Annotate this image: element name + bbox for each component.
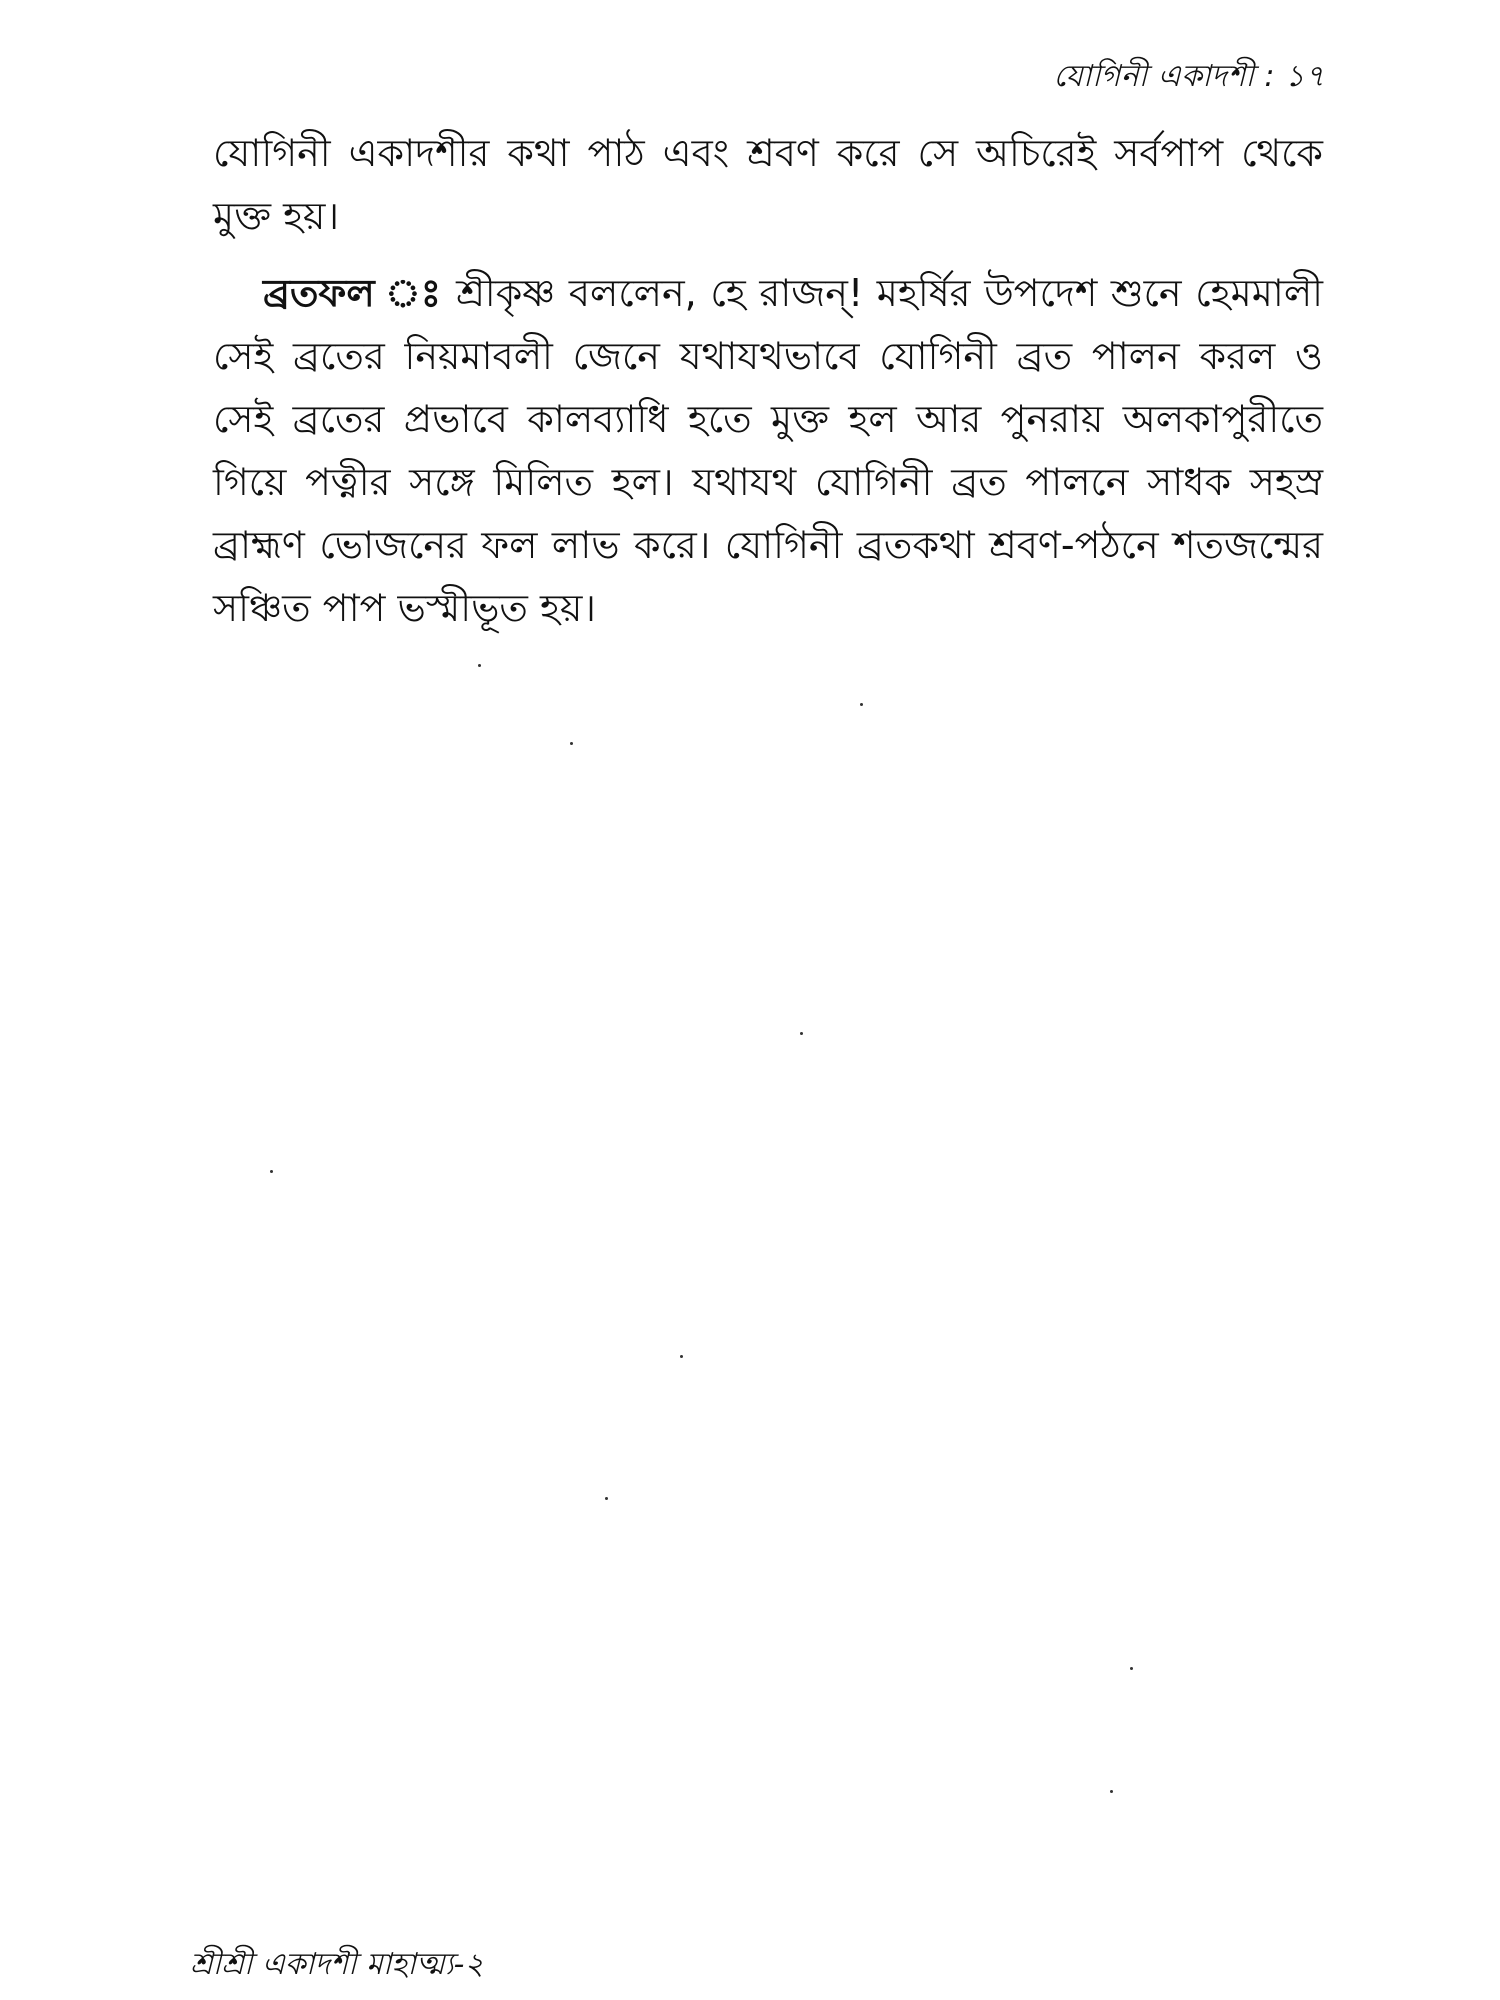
- paragraph-2-text: শ্রীকৃষ্ণ বললেন, হে রাজন্! মহর্ষির উপদেশ শুনে হেমমালী সেই ব্রতের নিয়মাবলী জেনে যথাযথভাবে যোগিনী ব্রত পালন করল ও সেই ব্রতের প্রভাবে কালব্যাধি হতে মুক্ত হল আর পুনরায় অলকাপুরীতে গিয়ে পত্নীর সঙ্গে মিলিত হল। যথাযথ যোগিনী ব্রত পালনে সাধক সহস্র ব্রাহ্মণ ভোজনের ফল লাভ করে। যোগিনী ব্রতকথা শ্রবণ-পঠনে শতজন্মের সঞ্চিত পাপ ভস্মীভূত হয়।: [213, 271, 1323, 630]
- footer-book-title: শ্রীশ্রী একাদশী মাহাত্ম্য-২: [190, 1947, 484, 1982]
- scan-speck: [478, 664, 481, 667]
- paragraph-2-label: ব্রতফল ঃ: [263, 271, 443, 315]
- paragraph-2: [213, 262, 1323, 640]
- page-number: ১৭: [1285, 59, 1325, 94]
- running-head-separator: :: [1264, 59, 1276, 94]
- body-text: [213, 122, 1323, 640]
- scan-speck: [800, 1032, 803, 1035]
- scan-speck: [270, 1170, 273, 1173]
- scan-speck: [1130, 1667, 1133, 1670]
- running-head: [1053, 52, 1325, 103]
- scan-speck: [1110, 1790, 1113, 1793]
- paragraph-1: যোগিনী একাদশীর কথা পাঠ এবং শ্রবণ করে সে অচিরেই সর্বপাপ থেকে মুক্ত হয়।: [213, 131, 1323, 238]
- scan-speck: [570, 742, 573, 745]
- scan-speck: [680, 1355, 683, 1358]
- scan-speck: [605, 1497, 608, 1500]
- running-head-title: যোগিনী একাদশী: [1053, 59, 1255, 94]
- scan-speck: [860, 703, 863, 706]
